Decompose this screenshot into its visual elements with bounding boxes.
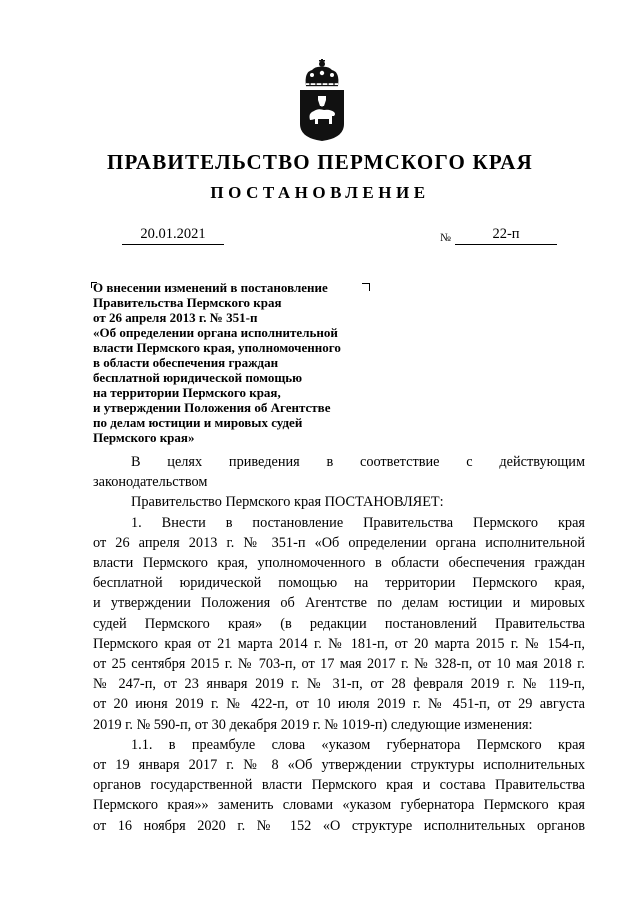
subject-line: по делам юстиции и мировых судей xyxy=(93,415,303,430)
number-sign: № xyxy=(440,232,451,244)
resolution-statement: Правительство Пермского края ПОСТАНОВЛЯЕТ: xyxy=(131,494,444,511)
clause-1-line: от 25 сентября 2015 г. № 703-п, от 17 мая 2017 г. № 328-п, от 10 мая 2018 г. xyxy=(93,656,585,673)
subject-line: от 26 апреля 2013 г. № 351-п xyxy=(93,310,258,325)
clause-1-1-line: 1.1. в преамбуле слова «указом губернатора Пермского края xyxy=(131,736,585,753)
clause-1-1-line: от 19 января 2017 г. № 8 «Об утверждении структуры исполнительных xyxy=(93,757,585,774)
document-subject xyxy=(93,280,393,445)
clause-1-line: бесплатной юридической помощью на территории Пермского края, xyxy=(93,575,585,592)
preamble-line: В целях приведения в соответствие с действующим xyxy=(131,454,585,470)
clause-1-line: 1. Внести в постановление Правительства Пермского края xyxy=(131,514,585,531)
government-title: ПРАВИТЕЛЬСТВО ПЕРМСКОГО КРАЯ xyxy=(106,150,533,174)
subject-line: бесплатной юридической помощью xyxy=(93,370,303,385)
coat-of-arms-icon xyxy=(296,58,348,142)
subject-line: власти Пермского края, уполномоченного xyxy=(93,340,341,355)
document-date: 20.01.2021 xyxy=(122,226,224,245)
clause-1-line: Пермского края от 21 марта 2014 г. № 181-п, от 20 марта 2015 г. № 154-п, xyxy=(93,635,585,652)
clause-1-line: № 247-п, от 23 января 2019 г. № 31-п, от 28 февраля 2019 г. № 119-п, xyxy=(93,676,585,693)
subject-line: в области обеспечения граждан xyxy=(93,355,279,370)
clause-1-line: и утверждении Положения об Агентстве по делам юстиции и мировых xyxy=(93,595,585,612)
preamble-line: законодательством xyxy=(93,474,208,491)
subject-line: О внесении изменений в постановление xyxy=(93,280,328,295)
subject-line: «Об определении органа исполнительной xyxy=(93,325,338,340)
document-type: ПОСТАНОВЛЕНИЕ xyxy=(210,183,430,202)
document-body xyxy=(93,452,585,836)
clause-1-line: от 26 апреля 2013 г. № 351-п «Об определении органа исполнительной xyxy=(93,534,585,551)
subject-line: Пермского края» xyxy=(93,430,195,445)
clause-1-line: судей Пермского края» (в редакции постановлений Правительства xyxy=(93,615,585,632)
document-number: 22-п xyxy=(455,226,557,245)
clause-1-line: 2019 г. № 590-п, от 30 декабря 2019 г. № 1019-п) следующие изменения: xyxy=(93,716,533,733)
subject-line: на территории Пермского края, xyxy=(93,385,281,400)
clause-1-line: от 20 июня 2019 г. № 422-п, от 10 июля 2019 г. № 451-п, от 29 августа xyxy=(93,696,585,713)
subject-line: и утверждении Положения об Агентстве xyxy=(93,400,331,415)
clause-1-1-line: органов государственной власти Пермского края и состава Правительства xyxy=(93,777,585,794)
clause-1-1-line: от 16 ноября 2020 г. № 152 «О структуре исполнительных органов xyxy=(93,817,585,834)
clause-1-1-line: Пермского края»» заменить словами «указом губернатора Пермского края xyxy=(93,797,585,814)
clause-1-line: власти Пермского края, уполномоченного в области обеспечения граждан xyxy=(93,555,585,572)
subject-line: Правительства Пермского края xyxy=(93,295,282,310)
